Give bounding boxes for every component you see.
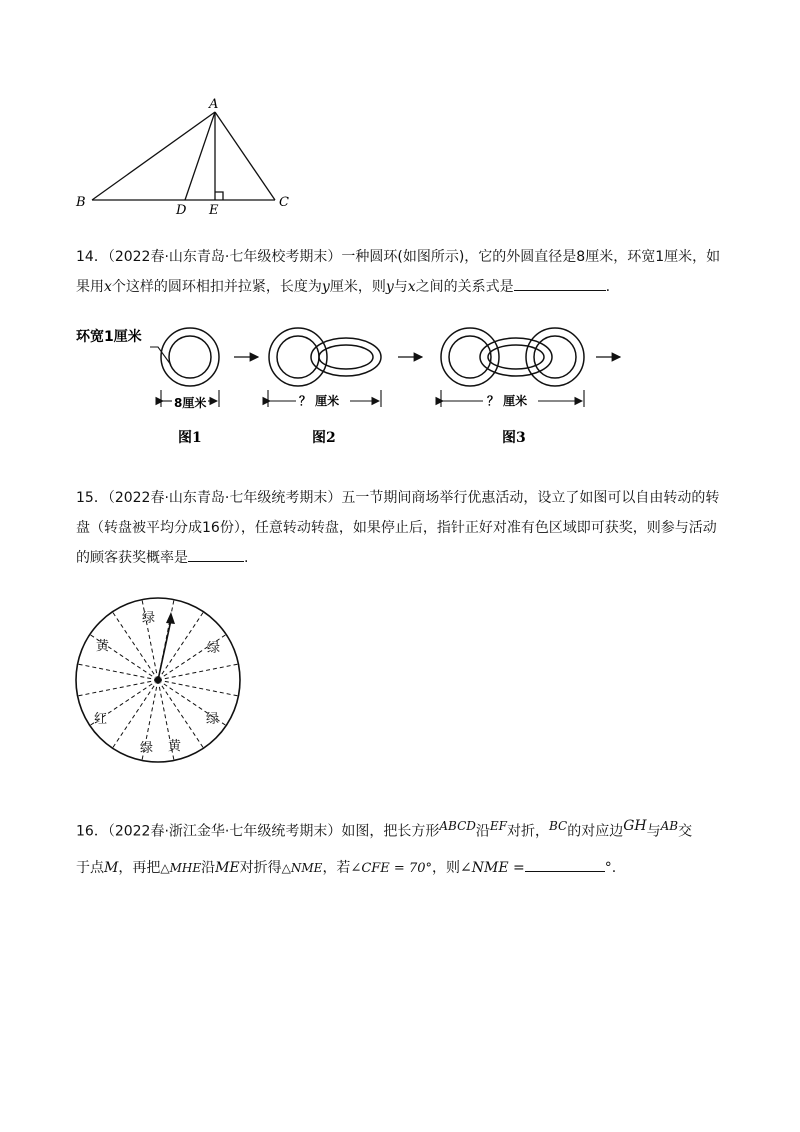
fig3-caption: 图3	[502, 430, 526, 446]
q15-text-1: 五一节期间商场举行优惠活动，设立了如图可以自由转动的转	[341, 490, 720, 506]
q14-text-2c: 厘米，则	[329, 279, 386, 295]
q16-end: .	[611, 859, 617, 876]
q16-text-2: 沿	[475, 823, 490, 840]
q14-end: .	[605, 279, 611, 295]
q14-var-x2: x	[407, 279, 416, 295]
q15-answer-blank[interactable]	[188, 547, 244, 562]
q14-line-2	[76, 272, 726, 302]
side-ac	[215, 112, 275, 200]
label-e: E	[209, 203, 219, 218]
q16-text-10: 对折得	[239, 859, 282, 876]
fig1-inner-ring	[169, 336, 211, 378]
q16-line-1	[76, 808, 736, 850]
q16-answer-blank[interactable]	[525, 857, 605, 872]
question-16	[76, 808, 736, 887]
fig3-ring-3-inner	[534, 336, 576, 378]
fig3-ring-1-inner	[449, 336, 491, 378]
wheel-center	[155, 677, 161, 683]
label-d: D	[176, 203, 187, 218]
q14-var-y2: y	[385, 279, 394, 295]
right-angle-mark	[215, 192, 223, 200]
q16-question: ∠NME =	[460, 859, 525, 876]
wheel-spoke	[158, 680, 204, 748]
q14-text-1: 一种圆环(如图所示)，它的外圆直径是8厘米，环宽1厘米，如	[341, 249, 721, 265]
q14-source: （2022春·山东青岛·七年级校考期末）	[107, 249, 342, 265]
q14-text-2e: 之间的关系式是	[415, 279, 514, 295]
fig2-ring-2-outer	[311, 338, 381, 376]
q15-end: .	[244, 550, 249, 566]
q16-text-6: 交	[678, 823, 693, 840]
q14-text-2a: 果用	[76, 279, 104, 295]
q16-unit: °	[604, 859, 612, 876]
q16-text-12: ，则	[432, 859, 460, 876]
fig2-dimension: ？ 厘米	[299, 394, 340, 408]
wheel-spoke	[112, 680, 158, 748]
question-14	[76, 242, 726, 302]
q16-point-m: M	[104, 859, 119, 876]
q14-answer-blank[interactable]	[514, 276, 606, 291]
q16-text-5: 与	[646, 823, 661, 840]
q16-line-ef: EF	[489, 819, 507, 833]
q15-number: 15．	[76, 490, 108, 506]
side-ab	[92, 112, 215, 200]
q16-line-me: ME	[215, 859, 240, 876]
rings-figure	[0, 315, 800, 455]
q16-rect-abcd: ABCD	[439, 819, 476, 833]
q15-text-3: 的顾客获奖概率是	[76, 550, 188, 566]
sector-label-green-4: 绿	[140, 741, 154, 756]
fig2-caption: 图2	[312, 430, 336, 446]
q16-side-gh: GH	[623, 818, 647, 834]
triangle-figure	[0, 0, 800, 230]
fig2-ring-1-inner	[277, 336, 319, 378]
label-c: C	[279, 195, 289, 210]
q15-line-3	[76, 543, 726, 573]
ring-width-label: 环宽1厘米	[76, 329, 142, 345]
q16-triangle-mhe: △MHE	[160, 860, 202, 875]
q14-var-x: x	[104, 279, 112, 295]
q16-text-9: 沿	[201, 859, 216, 876]
spinner-pointer[interactable]	[158, 620, 171, 680]
label-b: B	[76, 195, 86, 210]
sector-label-green-1: 绿	[142, 611, 156, 626]
q16-triangle-nme: △NME	[281, 860, 323, 875]
q14-line-1	[76, 242, 726, 272]
q14-text-2d: 与	[393, 279, 408, 295]
fig3-dimension: ？ 厘米	[487, 394, 528, 408]
q14-number: 14．	[76, 249, 108, 265]
sector-label-yellow-2: 黄	[168, 739, 182, 754]
q15-source: （2022春·山东青岛·七年级统考期末）	[107, 490, 342, 506]
q16-side-ab: AB	[660, 819, 679, 833]
q16-text-8: ，再把	[118, 859, 161, 876]
q15-line-1	[76, 483, 726, 513]
q16-text-1: 如图，把长方形	[341, 823, 440, 840]
fig1-dimension: 8厘米	[174, 396, 207, 410]
sector-label-green-2: 绿	[207, 641, 221, 656]
question-15	[76, 483, 726, 573]
sector-label-green-3: 绿	[206, 712, 220, 727]
label-a: A	[209, 97, 219, 112]
sector-label-red: 红	[94, 712, 108, 727]
q16-side-bc: BC	[548, 819, 568, 833]
q16-text-11: ，若	[322, 859, 351, 876]
q15-line-2: 盘（转盘被平均分成16份），任意转动转盘，如果停止后，指针正好对准有色区域即可获奖，则参与活动	[76, 520, 717, 536]
segment-ad	[185, 112, 215, 200]
pointer-arrowhead	[166, 612, 175, 624]
q16-text-4: 的对应边	[567, 823, 624, 840]
q14-text-2b: 个这样的圆环相扣并拉紧，长度为	[111, 279, 322, 295]
q16-text-7: 于点	[76, 859, 104, 876]
fig1-caption: 图1	[178, 430, 202, 446]
q16-text-3: 对折，	[506, 823, 549, 840]
spinner-wheel	[70, 592, 250, 772]
q16-condition: ∠CFE = 70°	[350, 860, 432, 876]
q16-line-2	[76, 850, 736, 887]
q16-source: （2022春·浙江金华·七年级统考期末）	[107, 823, 342, 840]
q14-var-y: y	[321, 279, 330, 295]
q16-number: 16．	[76, 823, 108, 840]
sector-label-yellow-1: 黄	[96, 639, 110, 654]
